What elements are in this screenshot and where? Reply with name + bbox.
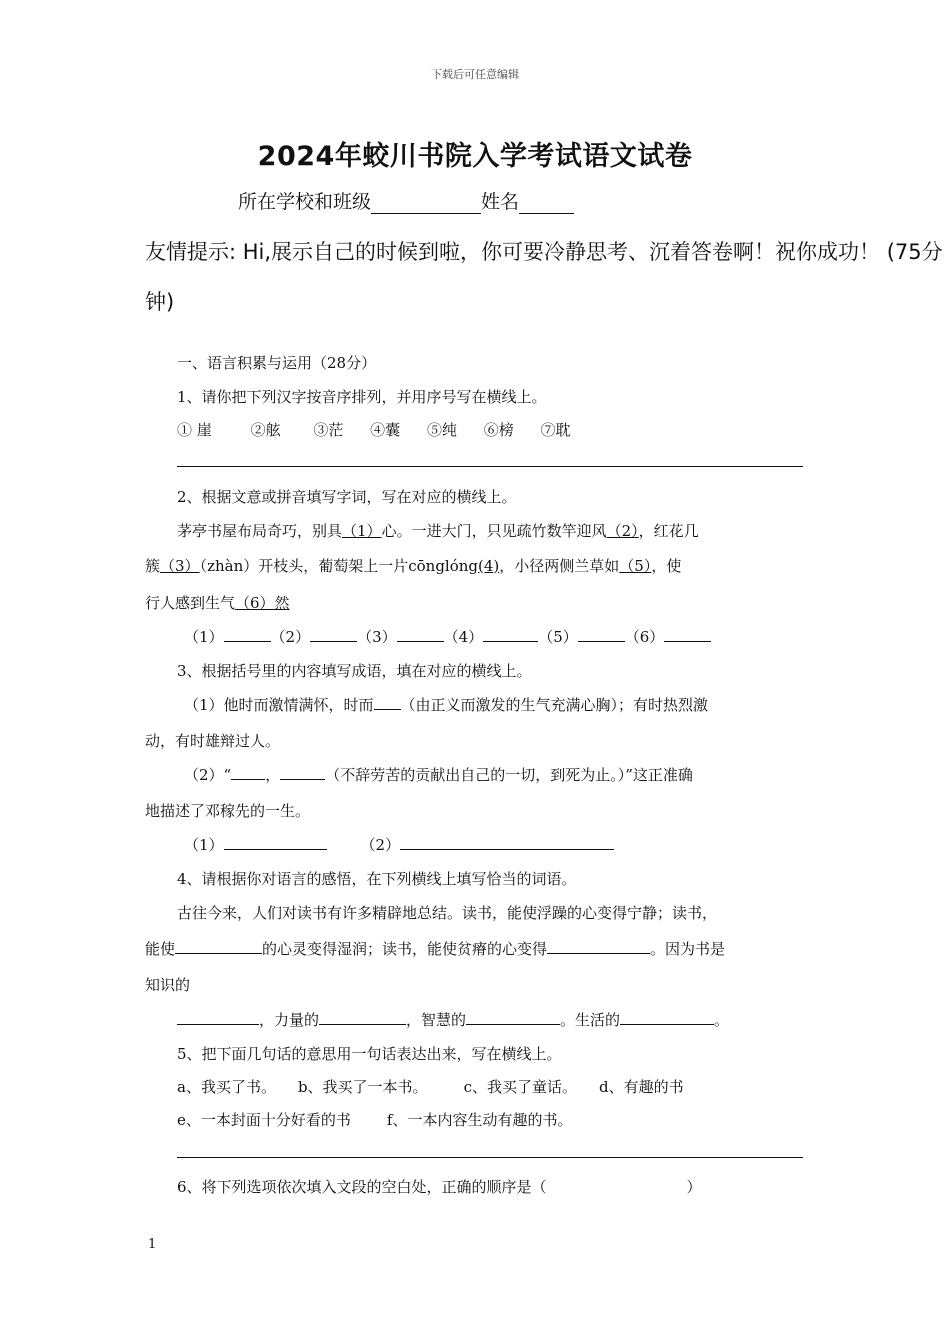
q2-blank-4[interactable]: (4)	[478, 557, 500, 575]
q1-char: ⑤纯	[426, 421, 457, 439]
q4-text: ，智慧的	[406, 1011, 467, 1029]
q1-char: ③茫	[313, 421, 344, 439]
q4-text: 能使	[145, 940, 176, 958]
q2-blank-2[interactable]: （2）	[606, 522, 639, 540]
q3-text: （1）他时而激情满怀，时而	[184, 696, 374, 714]
q3-blank-1[interactable]	[374, 695, 401, 710]
q3-text: （不辞劳苦的贡献出自己的一切，到死为止。）”这正准确	[325, 766, 693, 784]
q2-answer-label: （5）	[538, 628, 578, 646]
q2-answer-label: （3）	[357, 628, 397, 646]
q1-character-list	[177, 419, 571, 440]
q2-answer-blank[interactable]	[664, 627, 711, 642]
q2-answer-label: （6）	[624, 628, 665, 646]
q4-text: 。	[714, 1011, 730, 1029]
q6-text: 6、将下列选项依次填入文段的空白处，正确的顺序是（	[177, 1178, 547, 1196]
q2-passage-line-1	[177, 520, 699, 541]
question-1: 1、请你把下列汉字按音序排列，并用序号写在横线上。	[177, 388, 547, 406]
q2-blank-6[interactable]: （6）然	[235, 594, 290, 612]
q4-text: 的心灵变得湿润；读书，能使贫瘠的心变得	[262, 940, 548, 958]
q5-options-row-1	[177, 1076, 684, 1097]
q1-char: ④囊	[370, 421, 401, 439]
tip-line-2: 钟)	[145, 290, 175, 314]
school-class-blank[interactable]	[371, 194, 481, 214]
q3-item-1	[184, 694, 708, 715]
q2-text: ，红花几	[638, 522, 699, 540]
q1-char: ②舷	[250, 421, 281, 439]
q2-passage-line-3	[145, 592, 290, 613]
question-6	[177, 1176, 702, 1197]
q4-blank-6[interactable]	[620, 1010, 714, 1025]
q3-text: ，	[265, 766, 281, 784]
q3-answer-row	[184, 834, 614, 855]
section-heading: 一、语言积累与运用（28分）	[177, 354, 377, 372]
q2-text: ，使	[651, 557, 682, 575]
q1-char: ① 崖	[177, 421, 212, 439]
q5-option: f、一本内容生动有趣的书。	[386, 1111, 573, 1129]
q5-answer-line[interactable]	[177, 1157, 803, 1158]
q5-option: a、我买了书。	[177, 1078, 276, 1096]
q2-blank-3[interactable]: （3）	[160, 557, 200, 575]
q5-option: c、我买了童话。	[463, 1078, 577, 1096]
page-number: 1	[148, 1237, 157, 1252]
q1-char: ⑥榜	[483, 421, 514, 439]
q2-answer-label: （2）	[270, 628, 311, 646]
question-3: 3、根据括号里的内容填写成语，填在对应的横线上。	[177, 662, 532, 680]
q1-char: ⑦耽	[540, 421, 571, 439]
q5-option: e、一本封面十分好看的书	[177, 1111, 351, 1129]
q4-blank-1[interactable]	[175, 939, 262, 954]
q4-blank-5[interactable]	[466, 1010, 560, 1025]
q2-text: 心。一进大门，只见疏竹数竿迎风	[381, 522, 607, 540]
q2-answer-label: （4）	[443, 628, 484, 646]
tip-line-1: 友情提示: Hi,展示自己的时候到啦，你可要冷静思考、沉着答卷啊！祝你成功！ (75分	[145, 240, 943, 264]
q5-option: d、有趣的书	[598, 1078, 684, 1096]
name-blank[interactable]	[519, 194, 574, 214]
q2-answer-blank[interactable]	[578, 627, 625, 642]
q3-blank-2a[interactable]	[231, 765, 265, 780]
student-info-line	[238, 187, 574, 214]
school-class-label: 所在学校和班级	[238, 191, 372, 213]
q6-bracket-close: ）	[686, 1178, 702, 1196]
q4-passage-line-1: 古往今来，人们对读书有许多精辟地总结。读书，能使浮躁的心变得宁静；读书，	[177, 904, 718, 922]
q2-answer-blank[interactable]	[397, 627, 444, 642]
q3-answer-label: （2）	[360, 836, 401, 854]
q5-options-row-2	[177, 1109, 572, 1130]
header-note: 下载后可任意编辑	[431, 68, 519, 81]
q3-answer-blank[interactable]	[224, 835, 327, 850]
q4-passage-line-4	[177, 1009, 729, 1030]
q2-text: 行人感到生气	[145, 594, 236, 612]
q2-text: 茅亭书屋布局奇巧，别具	[177, 522, 343, 540]
q3-item-2	[184, 764, 693, 785]
q3-blank-2b[interactable]	[280, 765, 325, 780]
q4-passage-line-2	[145, 938, 725, 959]
q2-text: 簇	[145, 557, 161, 575]
q2-answer-blank[interactable]	[310, 627, 357, 642]
q2-passage-line-2	[145, 555, 681, 576]
q4-passage-line-3: 知识的	[145, 976, 191, 994]
q2-blank-1[interactable]: （1）	[342, 522, 382, 540]
name-label: 姓名	[481, 191, 520, 213]
q3-answer-label: （1）	[184, 836, 224, 854]
question-4: 4、请根据你对语言的感悟，在下列横线上填写恰当的词语。	[177, 870, 577, 888]
q2-answer-row	[184, 626, 711, 647]
question-2: 2、根据文意或拼音填写字词，写在对应的横线上。	[177, 488, 517, 506]
q2-text: （zhàn）开枝头，葡萄架上一片cōnglóng	[199, 557, 479, 575]
q4-text: 。生活的	[560, 1011, 621, 1029]
q2-blank-5[interactable]: （5）	[619, 557, 652, 575]
q2-answer-label: （1）	[184, 628, 224, 646]
q2-answer-blank[interactable]	[483, 627, 538, 642]
q3-item-2-cont: 地描述了邓稼先的一生。	[145, 802, 311, 820]
q4-blank-4[interactable]	[319, 1010, 406, 1025]
q3-text: （2）“	[184, 766, 232, 784]
q4-text: ，力量的	[259, 1011, 320, 1029]
q5-option: b、我买了一本书。	[297, 1078, 428, 1096]
q3-answer-blank[interactable]	[400, 835, 614, 850]
q2-answer-blank[interactable]	[224, 627, 271, 642]
q3-text: （由正义而激发的生气充满心胸）；有时热烈激	[400, 696, 709, 714]
q4-blank-3[interactable]	[177, 1010, 259, 1025]
q4-text: 。因为书是	[650, 940, 726, 958]
page-title: 2024年蛟川书院入学考试语文试卷	[257, 141, 693, 172]
q1-answer-line[interactable]	[177, 466, 803, 467]
q3-item-1-cont: 动，有时雄辩过人。	[145, 732, 281, 750]
q2-text: ，小径两侧兰草如	[499, 557, 620, 575]
q4-blank-2[interactable]	[547, 939, 650, 954]
question-5: 5、把下面几句话的意思用一句话表达出来，写在横线上。	[177, 1045, 562, 1063]
